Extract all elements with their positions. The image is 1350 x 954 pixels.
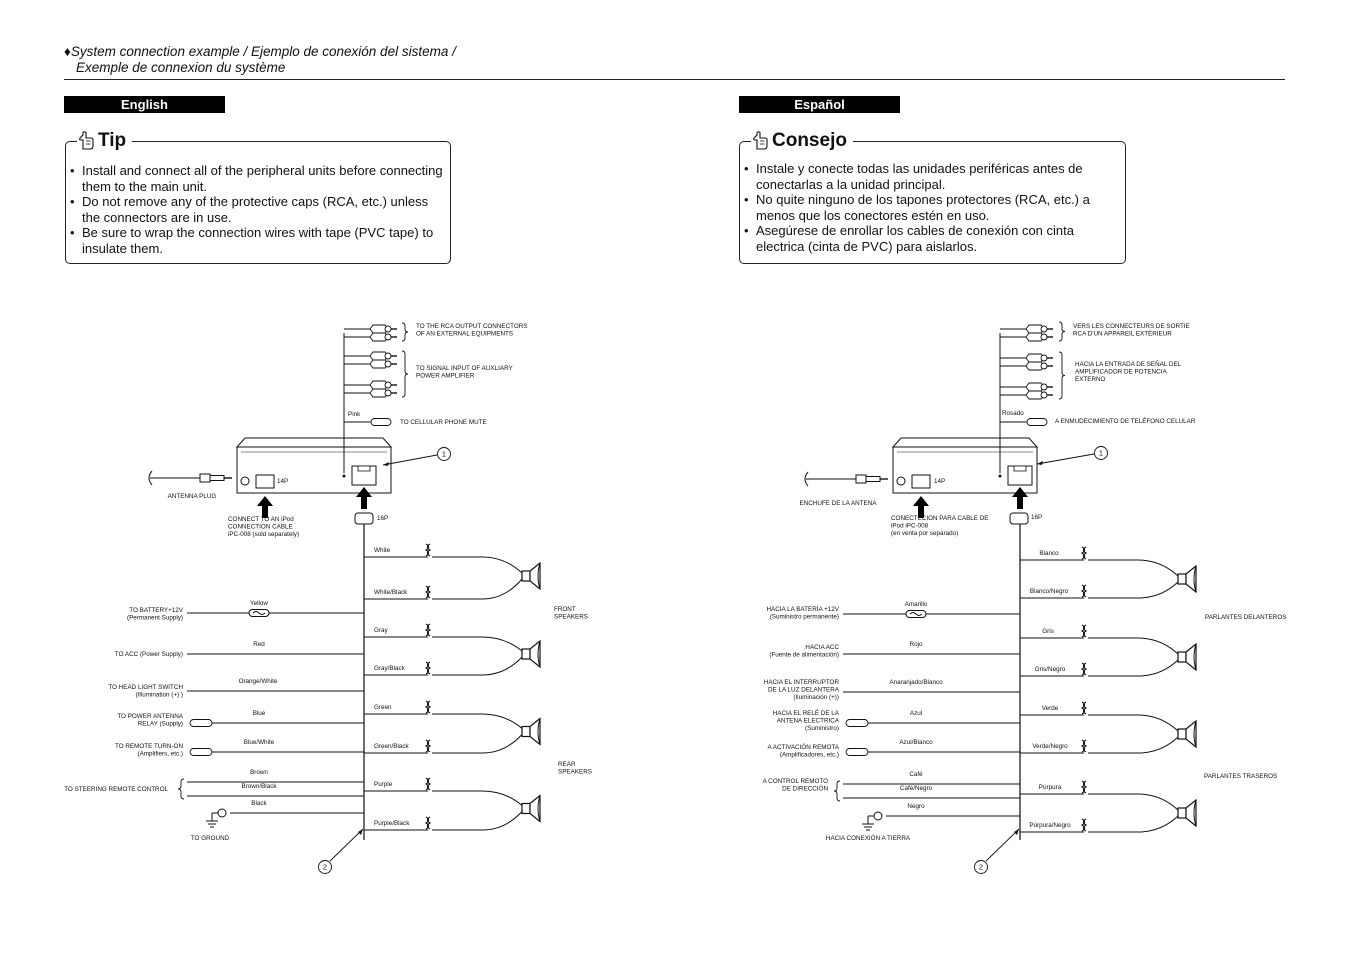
signal-input-label: AMPLIFICADOR DE POTENCIA — [1075, 368, 1167, 376]
power-wire-label: Amarillo — [904, 601, 928, 608]
port-16p-label: 16P — [1031, 514, 1043, 521]
port-14p-label: 14P — [277, 478, 289, 485]
speaker-wire-label: Verde/Negro — [1032, 743, 1068, 750]
espanol-tip-item: • Instale y conecte todas las unidades periféricas antes de conectarlas a la unidad principal. — [744, 161, 1120, 192]
power-wire-label: Negro — [907, 803, 925, 810]
headlight-label: (Iluminación (+)) — [793, 694, 839, 701]
speaker-icon — [1178, 574, 1186, 584]
rca-plug-icon — [1041, 392, 1047, 398]
remote-on-label: A ACTIVACIÓN REMOTA — [767, 744, 839, 751]
header-line-2: Exemple de connexion du système — [76, 60, 286, 75]
power-wire-label: Brown/Black — [241, 783, 277, 790]
signal-input-label: POWER AMPLIFIER — [416, 372, 475, 380]
speaker-lead — [1088, 816, 1178, 832]
head-unit-top — [893, 438, 1037, 447]
wire-cap-icon — [846, 720, 868, 727]
headlight-label: HACIA EL INTERRUPTOR — [763, 679, 839, 686]
speaker-wire-label: Gray/Black — [374, 665, 405, 672]
arrow-head-icon — [1037, 461, 1043, 465]
power-wire-label: Orange/White — [238, 678, 278, 685]
wire-cap-icon — [1027, 419, 1047, 426]
rear-speakers-label: SPEAKERS — [558, 768, 592, 776]
speaker-wire-label: Púrpura/Negro — [1029, 822, 1071, 829]
steering-label: A CONTROL REMOTO — [762, 778, 828, 785]
rca-output-label: OF AN EXTERNAL EQUIPMENTS — [416, 330, 514, 338]
remote-on-label: (Amplifiers, etc.) — [137, 750, 183, 758]
phone-mute-label: A ENMUDECIMIENTO DE TELÉFONO CELULAR — [1055, 418, 1196, 425]
remote-on-label: TO REMOTE TURN-ON — [115, 743, 183, 750]
speaker-wire-label: Blanco/Negro — [1029, 588, 1069, 595]
power-wire-label: Anaranjado/Blanco — [889, 679, 943, 686]
ipod-port — [912, 475, 930, 488]
speaker-icon — [1178, 652, 1186, 662]
phone-mute-label: TO CELLULAR PHONE MUTE — [400, 419, 487, 426]
ipod-cable-label: CONECTECION PARA CABLE DE — [891, 515, 989, 522]
callout-number: 1 — [441, 449, 447, 459]
power-antenna-label: (Suministro) — [805, 725, 839, 732]
ipod-cable-label: CONNECT TO AN iPod — [228, 516, 294, 523]
antenna-jack — [897, 477, 905, 485]
speaker-wire-label: Green/Black — [374, 743, 409, 750]
espanol-label: Español — [739, 96, 900, 113]
ipod-cable-label: (en venta por separado) — [891, 530, 959, 537]
speaker-wire-label: Purple/Black — [374, 820, 410, 827]
pink-wire-label: Pink — [348, 411, 361, 418]
speaker-wire-label: Gris/Negro — [1034, 666, 1066, 673]
antenna-plug-label: ANTENNA PLUG — [167, 493, 217, 500]
port-14p-label: 14P — [934, 478, 946, 485]
signal-input-label: TO SIGNAL INPUT OF AUXLIARY — [416, 365, 513, 372]
brace-icon — [1059, 352, 1065, 399]
rear-speakers-label: REAR — [558, 761, 576, 768]
rca-plug-icon — [1041, 384, 1047, 390]
speaker-wire-label: Blanco — [1039, 550, 1059, 557]
connector-16p — [1010, 513, 1028, 524]
speaker-lead — [1088, 638, 1178, 654]
rca-output-label: TO THE RCA OUTPUT CONNECTORS — [416, 323, 528, 330]
rca-plug-icon — [1041, 326, 1047, 332]
ipod-cable-label: CONNECTION CABLE — [228, 523, 293, 531]
power-wire-label: Blue — [252, 710, 266, 717]
power-wire-label: Café/Negro — [899, 785, 933, 792]
espanol-tip-item: • Asegúrese de enrollar los cables de conexión con cinta electrica (cinta de PVC) para aislarlos. — [744, 223, 1120, 254]
ground-label: TO GROUND — [190, 835, 230, 842]
headlight-label: TO HEAD LIGHT SWITCH — [108, 684, 183, 691]
speaker-lead — [1088, 794, 1178, 810]
english-tip-item: • Install and connect all of the peripheral units before connecting them to the main unit. — [70, 163, 446, 194]
rca-output-label: VERS LES CONNECTEURS DE SORTIE — [1073, 323, 1190, 330]
antenna-plug-icon — [866, 477, 880, 482]
header-line-1: ♦System connection example / Ejemplo de conexión del sistema / — [64, 44, 456, 59]
ipod-cable-label: iPC-008 (sold separately) — [228, 531, 300, 538]
speaker-icon — [1178, 808, 1186, 818]
speaker-lead — [1088, 582, 1178, 598]
power-antenna-label: ANTENA ELECTRICA — [776, 717, 839, 725]
acc-label: TO ACC (Power Supply) — [114, 651, 183, 658]
speaker-wire-label: Púrpura — [1038, 784, 1062, 791]
ipod-cable-label: iPod iPC-008 — [891, 522, 929, 530]
speaker-wire-label: Gray — [374, 627, 388, 634]
signal-input-label: EXTERNO — [1075, 376, 1106, 383]
english-tip-item: • Be sure to wrap the connection wires with tape (PVC tape) to insulate them. — [70, 225, 446, 256]
power-wire-label: Red — [253, 641, 265, 648]
headlight-label: DE LA LUZ DELANTERA — [767, 686, 839, 694]
rca-output-label: RCA D'UN APPAREIL EXTÉRIEUR — [1073, 330, 1172, 338]
speaker-wire-label: White — [374, 547, 391, 554]
speaker-lead — [1088, 715, 1178, 731]
speaker-wire-label: Purple — [374, 781, 393, 788]
espanol-tip-item: • No quite ninguno de los tapones protectores (RCA, etc.) a menos que los conectores estén en uso. — [744, 192, 1120, 223]
front-speakers-label: SPEAKERS — [554, 613, 588, 621]
speaker-lead — [1088, 560, 1178, 576]
pink-wire-label: Rosado — [1002, 410, 1024, 417]
power-wire-label: Café — [909, 771, 923, 778]
english-label: English — [64, 96, 225, 113]
steering-label: DE DIRECCIÓN — [782, 785, 828, 793]
battery-label: HACIA LA BATERÍA +12V — [766, 606, 839, 613]
port-16p-label: 16P — [377, 515, 389, 522]
power-wire-label: Azul/Blanco — [899, 739, 933, 746]
brace-icon — [834, 781, 840, 801]
speaker-wire-label: Green — [374, 704, 392, 711]
english-tip-title: Tip — [95, 130, 129, 152]
acc-label: (Fuente de alimentación) — [769, 651, 839, 659]
power-wire-label: Black — [251, 800, 267, 807]
power-wire-label: Azul — [909, 710, 923, 717]
callout-number: 1 — [1098, 448, 1104, 458]
rca-output-dot — [999, 475, 1002, 478]
english-tip-item: • Do not remove any of the protective caps (RCA, etc.) unless the connectors are in use. — [70, 194, 446, 225]
brace-icon — [1059, 322, 1065, 341]
callout-leader — [986, 829, 1019, 861]
speaker-lead — [1088, 660, 1178, 676]
ground-label: HACIA CONEXIÓN A TIERRA — [825, 835, 911, 842]
rca-plug-icon — [1041, 334, 1047, 340]
power-antenna-label: RELAY (Supply) — [137, 720, 183, 728]
battery-label: (Permanent Supply) — [127, 614, 183, 622]
callout-number: 2 — [322, 862, 328, 872]
speaker-wire-label: White/Black — [374, 589, 408, 596]
headlight-label: (Illumination (+) ) — [135, 691, 183, 699]
power-antenna-label: TO POWER ANTENNA — [117, 713, 183, 720]
rca-plug-icon — [1041, 355, 1047, 361]
callout-number: 2 — [978, 862, 984, 872]
power-wire-label: Brown — [250, 769, 268, 776]
speaker-icon — [1178, 729, 1186, 739]
diamond-icon: ♦ — [64, 44, 71, 59]
arrow-head-icon — [1014, 829, 1019, 835]
espanol-tip-title: Consejo — [769, 130, 850, 152]
wire-cap-icon — [846, 749, 868, 756]
antenna-plug-label: ENCHUFE DE LA ANTENA — [799, 500, 877, 507]
power-wire-label: Rojo — [909, 641, 923, 648]
speaker-wire-label: Gris — [1042, 628, 1054, 635]
speaker-wire-label: Verde — [1041, 705, 1059, 712]
callout-leader — [1037, 454, 1094, 464]
rca-plug-icon — [1041, 363, 1047, 369]
battery-label: TO BATTERY+12V — [129, 607, 183, 614]
signal-input-label: HACIA LA ENTRADA DE SEÑAL DEL — [1075, 361, 1182, 368]
rear-speakers-label: PARLANTES TRASEROS — [1204, 773, 1278, 780]
antenna-plug-icon — [856, 475, 866, 483]
front-speakers-label: PARLANTES DELANTEROS — [1205, 614, 1287, 621]
harness-connector-key — [1014, 466, 1026, 471]
power-antenna-label: HACIA EL RELÉ DE LA — [772, 710, 839, 717]
battery-label: (Suministro permanente) — [769, 613, 839, 621]
ground-terminal-icon — [874, 812, 882, 820]
remote-on-label: (Amplificadores, etc.) — [779, 751, 839, 759]
power-wire-label: Yellow — [250, 600, 268, 607]
front-speakers-label: FRONT — [554, 606, 576, 613]
steering-label: TO STEERING REMOTE CONTROL — [64, 786, 168, 793]
speaker-lead — [1088, 737, 1178, 753]
power-wire-label: Blue/White — [243, 739, 275, 746]
acc-label: HACIA ACC — [805, 644, 839, 651]
